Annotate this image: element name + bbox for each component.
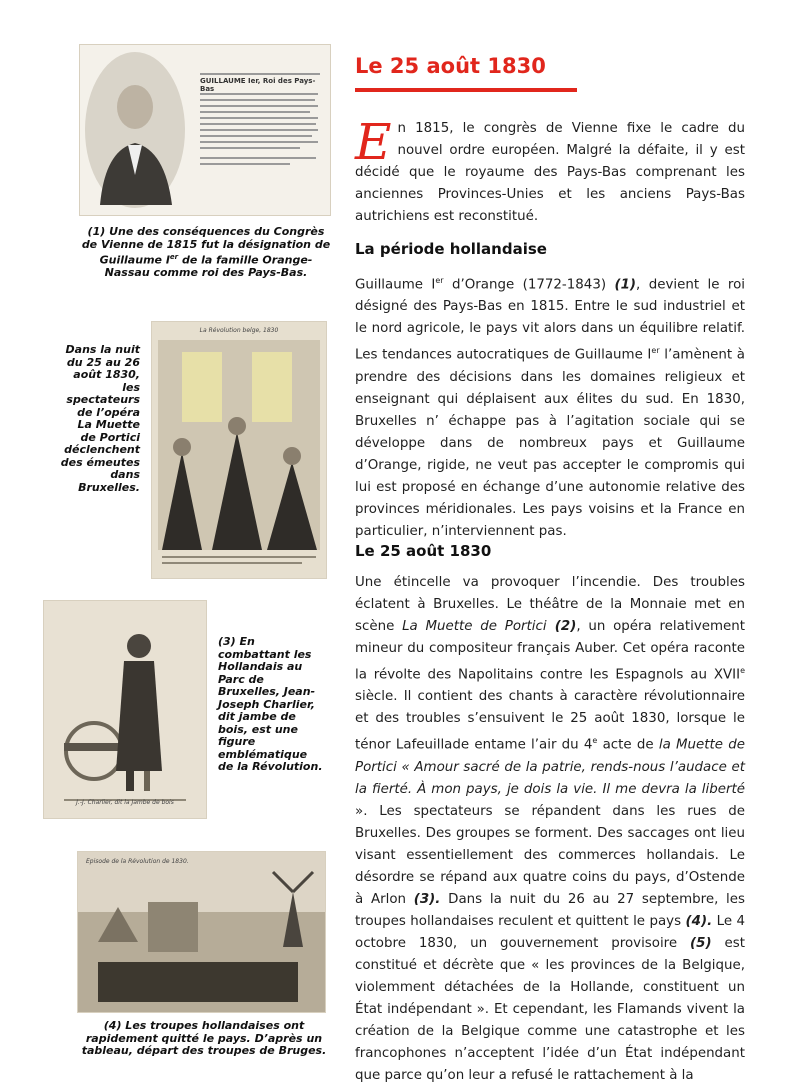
caption-2: Dans la nuit du 25 au 26 août 1830, les spectateurs de l’opéra La Muette de Portici déclenchent des émeutes dans Bruxelles. — [60, 343, 140, 494]
charlier-jambe-de-bois-image — [44, 601, 206, 818]
caption-4: (4) Les troupes hollandaises ont rapidement quitté le pays. D’après un tableau, départ des troupes de Bruges. — [81, 1019, 327, 1057]
heading-25-aout: Le 25 août 1830 — [355, 542, 492, 560]
caption-3: (3) En combattant les Hollandais au Parc de Bruxelles, Jean-Joseph Charlier, dit jambe de bois, est une figure emblématique de la Révolution. — [218, 635, 323, 773]
heading-periode-hollandaise: La période hollandaise — [355, 240, 547, 258]
portrait-guillaume-image — [80, 45, 330, 215]
page-title: Le 25 août 1830 — [355, 54, 546, 78]
drop-cap: E — [355, 113, 392, 171]
caption-1: (1) Une des conséquences du Congrès de Vienne de 1815 fut la désignation de Guillaume Ier de la famille Orange-Nassau comme roi des Pays-Bas. — [81, 225, 331, 280]
title-underline — [355, 88, 577, 92]
img1-title: GUILLAUME Ier, Roi des Pays-Bas — [200, 77, 316, 93]
paragraph-periode-hollandaise: Guillaume Ier d’Orange (1772-1843) (1), devient le roi désigné des Pays-Bas en 1815. Entre le sud industriel et le nord agricole, le pays vit alors dans un équilibre relatif. Les tendances autocratiques de Guillaume Ier l’amènent à prendre des décisions dans les domaines religieux et enseignant qui déplaisent aux élites du sud. En 1830, Bruxelles n’ échappe pas à l’agitation sociale qui se développe dans de nombreux pays et Guillaume d’Orange, rigide, ne veut pas accepter le compromis qui lui est proposé en échange d’une autonomie relative des provinces méridionales. Les pays voisins et la France en particulier, n’interviennent pas. — [355, 276, 745, 539]
depart-troupes-bruges-image — [78, 852, 325, 1012]
img4-title: Episode de la Révolution de 1830. — [86, 858, 189, 865]
img2-title: La Révolution belge, 1830 — [199, 327, 279, 334]
revolution-opera-image — [152, 322, 326, 578]
intro-paragraph: En 1815, le congrès de Vienne fixe le cadre du nouvel ordre européen. Malgré la défaite, il y est décidé que le royaume des Pays-Bas comprenant les anciennes Provinces-Unies et les anciens Pays-Bas autrichiens est reconstitué. — [355, 113, 745, 224]
paragraph-25-aout: Une étincelle va provoquer l’incendie. Des troubles éclatent à Bruxelles. Le théâtre de la Monnaie met en scène La Muette de Portici (2), un opéra relativement mineur du compositeur français Auber. Cet opéra raconte la révolte des Napolitains contre les Espagnols au XVIIe siècle. Il contient des chants à caractère révolutionnaire et des troubles s’ensuivent le 25 août 1830, lorsque le ténor Lafeuillade entame l’air du 4e acte de la Muette de Portici « Amour sacré de la patrie, rends-nous l’audace et la fierté. À mon pays, je dois la vie. Il me devra la liberté ». Les spectateurs se répandent dans les rues de Bruxelles. Des groupes se forment. Des saccages ont lieu visant essentiellement des commerces hollandais. Le désordre se répand aux quatre coins du pays, d’Ostende à Arlon (3). Dans la nuit du 26 au 27 septembre, les troupes hollandaises reculent et quittent le pays (4). Le 4 octobre 1830, un gouvernement provisoire (5) est constitué et décrète que « les provinces de la Belgique, violemment détachées de la Hollande, constituent un État indépendant ». Et cependant, les Flamands vivent la création de la Belgique comme une catastrophe et les francophones n’acceptent l’idée d’un État indépendant que parce qu’on leur a refusé le rattachement à la — [355, 575, 746, 1083]
img3-caption: J.-J. Charlier, dit la Jambe de bois — [76, 799, 174, 806]
